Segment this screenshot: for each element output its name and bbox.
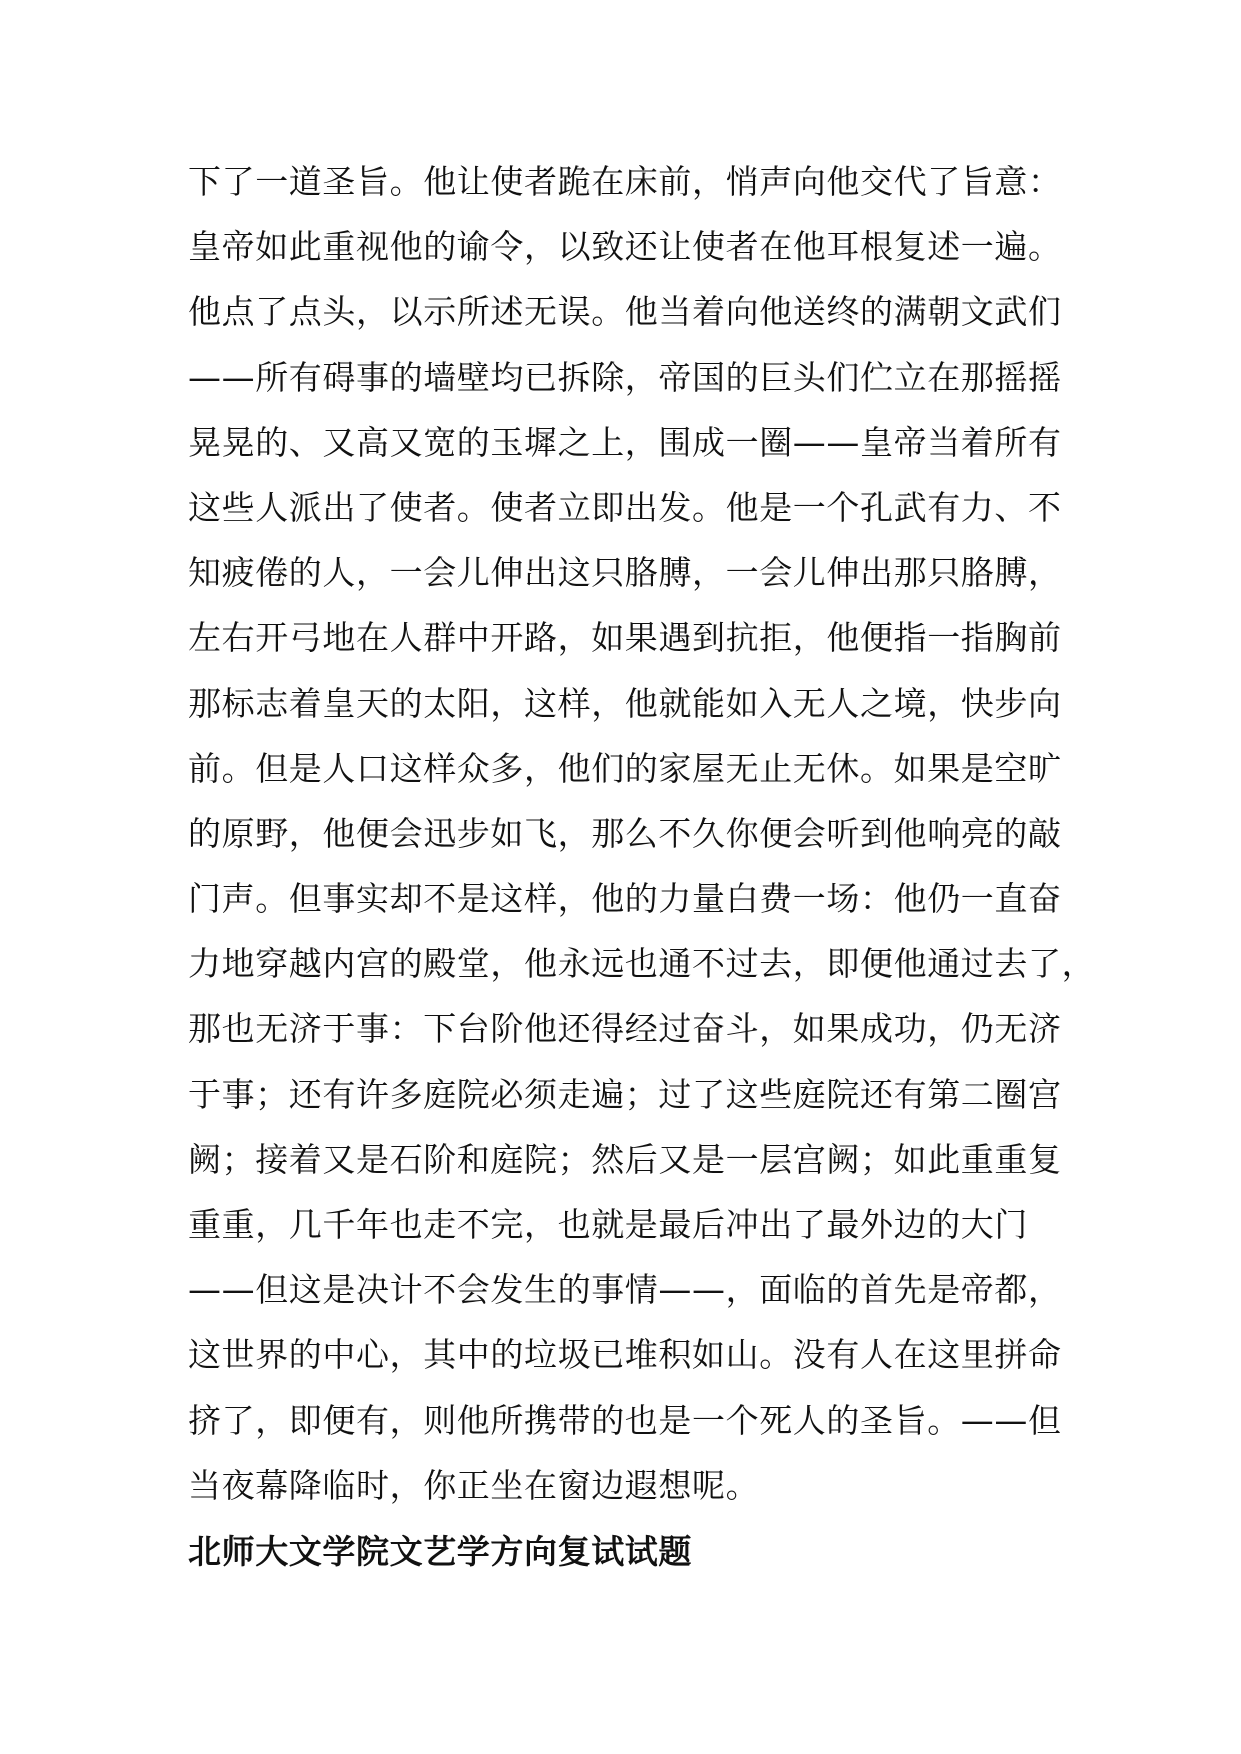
section-heading: 北师大文学院文艺学方向复试试题 [188, 1532, 692, 1571]
text-line: 那标志着皇天的太阳，这样，他就能如入无人之境，快步向 [188, 683, 1062, 723]
text-line: 左右开弓地在人群中开路，如果遇到抗拒，他便指一指胸前 [188, 618, 1062, 658]
text-line: 下了一道圣旨。他让使者跪在床前，悄声向他交代了旨意： [188, 162, 1062, 201]
text-line: 阙；接着又是石阶和庭院；然后又是一层宫阙；如此重重复 [188, 1139, 1062, 1179]
text-line: 他点了点头，以示所述无误。他当着向他送终的满朝文武们 [188, 292, 1062, 332]
text-line: ——所有碍事的墙壁均已拆除，帝国的巨头们伫立在那摇摇 [188, 357, 1062, 397]
text-line: 当夜幕降临时，你正坐在窗边遐想呢。 [188, 1465, 760, 1505]
text-line: 晃晃的、又高又宽的玉墀之上，围成一圈——皇帝当着所有 [188, 422, 1062, 462]
text-line: 前。但是人口这样众多，他们的家屋无止无休。如果是空旷 [188, 748, 1062, 788]
text-line: 于事；还有许多庭院必须走遍；过了这些庭院还有第二圈宫 [188, 1074, 1062, 1114]
body-text [188, 160, 1096, 1529]
text-line: 知疲倦的人，一会儿伸出这只胳膊，一会儿伸出那只胳膊， [188, 553, 1062, 593]
text-line: 这些人派出了使者。使者立即出发。他是一个孔武有力、不 [188, 487, 1062, 527]
text-line: 皇帝如此重视他的谕令，以致还让使者在他耳根复述一遍。 [188, 227, 1062, 267]
text-line: 那也无济于事：下台阶他还得经过奋斗，如果成功，仍无济 [188, 1009, 1062, 1049]
text-line: 这世界的中心，其中的垃圾已堆积如山。没有人在这里拼命 [188, 1335, 1062, 1375]
text-line: 的原野，他便会迅步如飞，那么不久你便会听到他响亮的敲 [188, 813, 1062, 853]
text-line: 力地穿越内宫的殿堂，他永远也通不过去，即便他通过去了， [188, 944, 1096, 984]
text-line: ——但这是决计不会发生的事情——，面临的首先是帝都， [188, 1270, 1062, 1310]
text-line: 门声。但事实却不是这样，他的力量白费一场：他仍一直奋 [188, 879, 1062, 919]
text-line: 重重，几千年也走不完，也就是最后冲出了最外边的大门 [188, 1205, 1028, 1244]
text-line: 挤了，即便有，则他所携带的也是一个死人的圣旨。——但 [188, 1400, 1062, 1440]
